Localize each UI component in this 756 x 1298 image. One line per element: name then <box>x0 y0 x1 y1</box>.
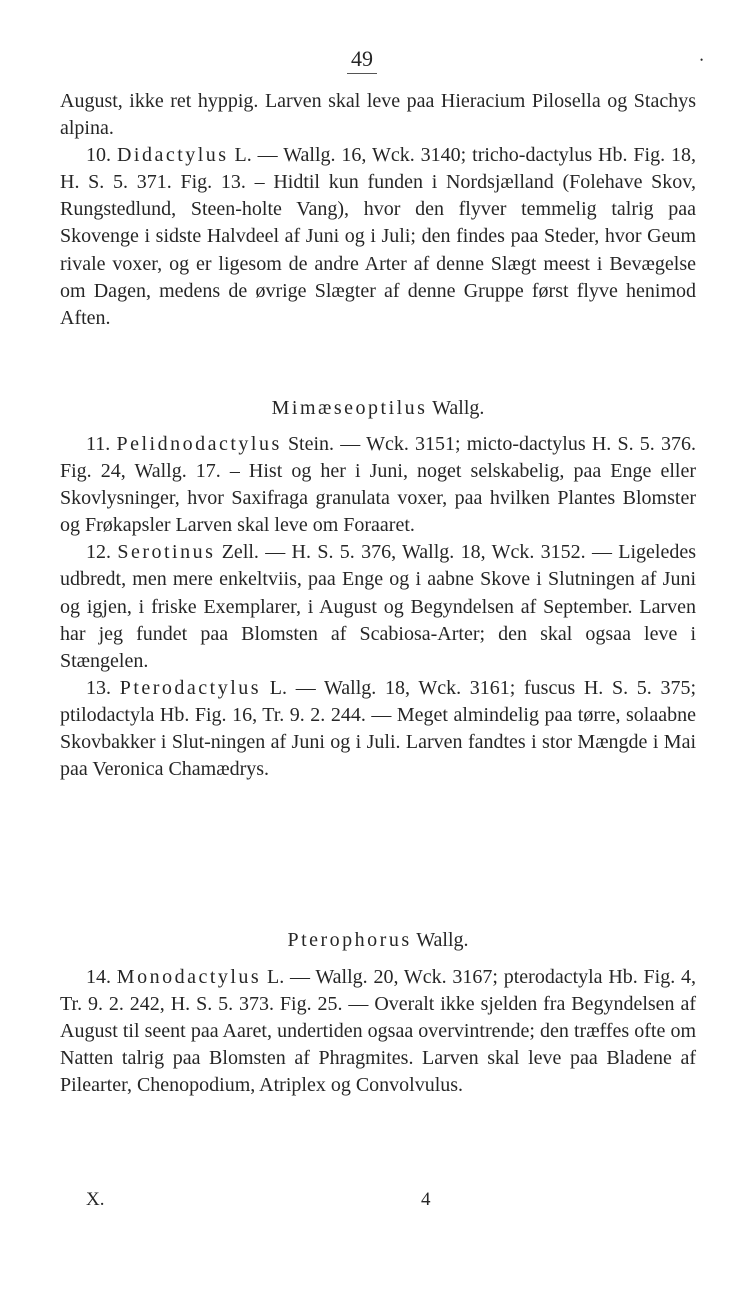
entry-12-number: 12. <box>86 541 111 564</box>
entry-12-text: Zell. — H. S. 5. 376, Wallg. 18, Wck. 3152. — Ligeledes udbredt, men mere enkeltviis, paa Enge og i aabne Skove i Slutningen af Juni og igjen, i friske Exemplarer, i August og Begyndelsen af September. Larven har jeg fundet paa Blomsten af Scabiosa-Arter; den skal ogsaa leve i Stængelen. <box>60 541 697 672</box>
genus-author: Wallg. <box>432 397 485 419</box>
text-block-bottom <box>60 964 696 1099</box>
entry-10-text: L. — Wallg. 16, Wck. 3140; tricho-dactylus Hb. Fig. 18, H. S. 5. 371. Fig. 13. – Hidtil kun funden i Nordsjælland (Folehave Skov, Rungstedlund, Steen-holte Vang), hvor den flyver temmelig talrig paa Skovenge i sidste Halvdeel af Juni og i Juli; den findes paa Steder, hvor Geum rivale voxer, og er ligesom de andre Arter af denne Slægt meest i Bevægelse om Dagen, medens de øvrige Slægter af denne Gruppe først flyve henimod Aften. <box>60 144 697 329</box>
entry-13-name: Pterodactylus <box>119 676 262 699</box>
text-block-top <box>60 88 696 332</box>
entry-11-text: Stein. — Wck. 3151; micto-dactylus H. S. 5. 376. Fig. 24, Wallg. 17. – Hist og her i Juni, noget selskabelig, paa Enge eller Skovlysninger, hvor Saxifraga granulata voxer, paa hvilken Plantes Blomster og Frøkapsler Larven skal leve om Foraaret. <box>60 433 696 537</box>
entry-14-name: Monodactylus <box>116 966 262 988</box>
intro-paragraph: August, ikke ret hyppig. Larven skal leve paa Hieracium Pilosella og Stachys alpina. <box>60 90 696 140</box>
genus-heading-mimaeseoptilus <box>60 397 696 420</box>
corner-mark: • <box>700 55 704 65</box>
entry-11 <box>60 431 696 539</box>
entry-14-number: 14. <box>86 966 111 988</box>
entry-14 <box>60 964 696 1099</box>
entry-13 <box>60 675 696 783</box>
genus-author: Wallg. <box>416 929 469 951</box>
entry-13-number: 13. <box>86 676 111 699</box>
footer-signature: X. <box>86 1189 105 1210</box>
text-block-middle <box>60 431 696 783</box>
page-number: 49 <box>332 46 392 74</box>
entry-12-name: Serotinus <box>117 541 216 564</box>
entry-14-text: L. — Wallg. 20, Wck. 3167; pterodactyla Hb. Fig. 4, Tr. 9. 2. 242, H. S. 5. 373. Fig. 25. — Overalt ikke sjelden fra Begyndelsen af August til seent paa Aaret, undertiden ogsaa overvintrende; den træffes ofte om Natten talrig paa Blomsten af Phragmites. Larven skal leve paa Bladene af Pilearter, Chenopodium, Atriplex og Convolvulus. <box>60 966 697 1097</box>
entry-10-name: Didactylus <box>116 144 229 167</box>
entry-11-name: Pelidnodactylus <box>116 433 282 455</box>
genus-name: Mimæseoptilus <box>271 397 428 419</box>
entry-10-number: 10. <box>86 144 111 167</box>
footer-sheet-number: 4 <box>421 1189 431 1210</box>
genus-heading-pterophorus <box>60 929 696 952</box>
genus-name: Pterophorus <box>287 929 412 951</box>
entry-12 <box>60 539 696 674</box>
entry-13-text: L. — Wallg. 18, Wck. 3161; fuscus H. S. 5. 375; ptilodactyla Hb. Fig. 16, Tr. 9. 2. 244. — Meget almindelig paa tørre, solaabne Skovbakker i Slut-ningen af Juni og i Juli. Larven fandtes i stor Mængde i Mai paa Veronica Chamædrys. <box>60 676 697 781</box>
entry-10 <box>60 142 696 332</box>
entry-11-number: 11. <box>86 433 111 455</box>
